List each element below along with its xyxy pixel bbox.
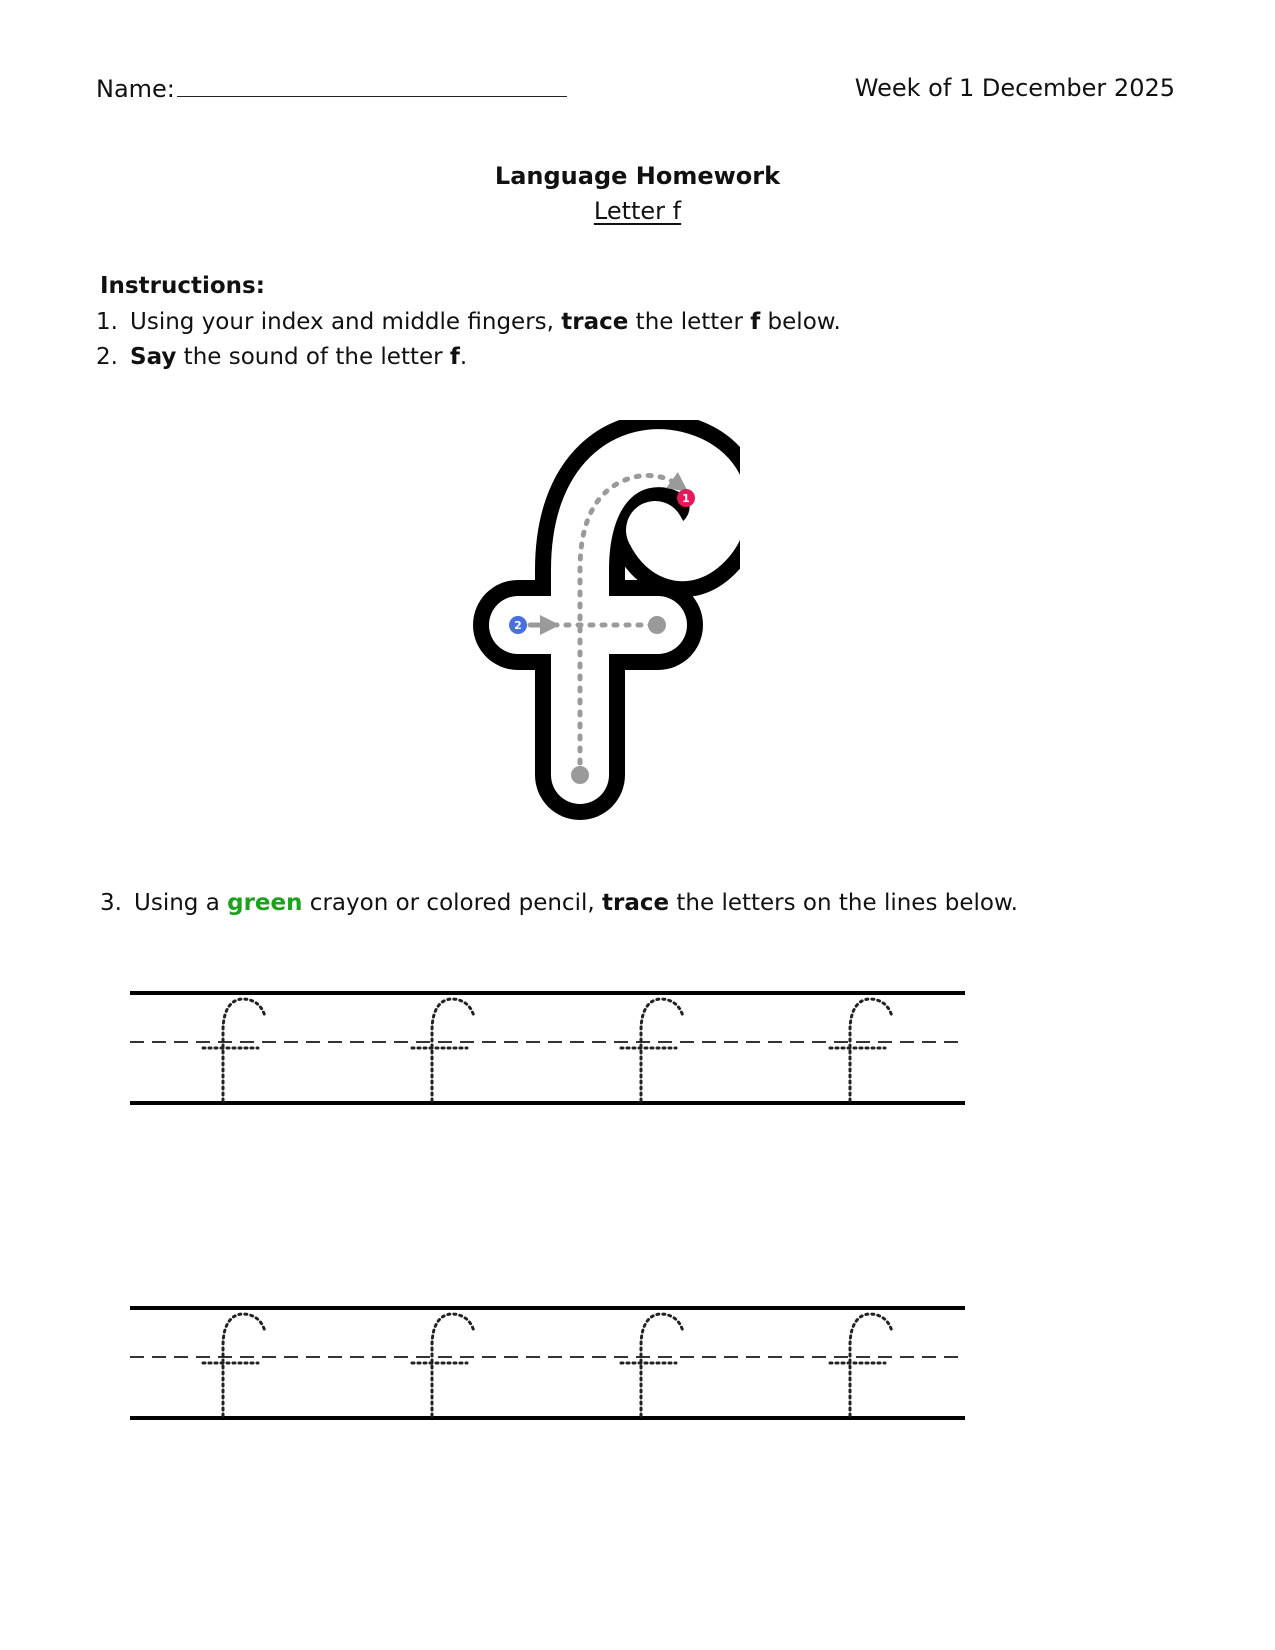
step-bold-word: trace <box>561 309 629 335</box>
dotted-letter-f <box>412 1314 474 1416</box>
name-label: Name: <box>96 75 175 103</box>
page-subtitle <box>0 197 1275 225</box>
instruction-step-1 <box>96 309 841 335</box>
dotted-letter-f <box>412 999 474 1101</box>
step-text: the sound of the letter <box>176 344 450 370</box>
stroke-2-end-dot <box>648 616 666 634</box>
instruction-step-3 <box>100 890 1018 916</box>
tracing-practice-row-2[interactable] <box>130 1300 1010 1430</box>
letter-f-dotted-stroke <box>223 1314 265 1416</box>
step-number: 2. <box>96 344 118 370</box>
week-label: Week of 1 December 2025 <box>854 74 1175 102</box>
step-text: the letters on the lines below. <box>669 890 1018 916</box>
dotted-letter-f <box>203 999 265 1101</box>
step-bold-word: Say <box>130 344 177 370</box>
dotted-letter-f <box>830 999 892 1101</box>
stroke-1-end-dot <box>571 766 589 784</box>
page-title: Language Homework <box>494 162 781 190</box>
name-blank-line[interactable] <box>177 74 567 97</box>
step-text: Using your index and middle fingers, <box>130 309 562 335</box>
step-text: . <box>459 344 468 370</box>
step-number: 1. <box>96 309 118 335</box>
letter-f-dotted-stroke <box>432 999 474 1101</box>
green-word: green <box>227 890 303 916</box>
tracing-practice-row-1[interactable] <box>130 985 1010 1115</box>
instructions-heading: Instructions: <box>100 273 265 299</box>
step-text: Using a <box>134 890 228 916</box>
dotted-letter-f <box>621 1314 683 1416</box>
step-text: crayon or colored pencil, <box>302 890 602 916</box>
stroke-2-badge-number: 2 <box>514 619 522 632</box>
dotted-letter-f <box>830 1314 892 1416</box>
step-bold-word: trace <box>601 890 670 916</box>
letter-f-dotted-stroke <box>850 1314 892 1416</box>
letter-f-dotted-stroke <box>641 999 683 1101</box>
letter-f-dotted-stroke <box>432 1314 474 1416</box>
step-text: the letter <box>628 309 751 335</box>
subtitle-text: Letter f <box>593 197 682 225</box>
step-bold-letter: f <box>449 344 460 370</box>
dotted-letter-f <box>203 1314 265 1416</box>
step-number: 3. <box>100 890 122 916</box>
letter-f-dotted-stroke <box>641 1314 683 1416</box>
stroke-1-badge-number: 1 <box>682 492 690 505</box>
step-text: below. <box>760 309 841 335</box>
letter-f-tracing-diagram <box>470 420 740 840</box>
name-field[interactable] <box>96 74 567 103</box>
step-bold-letter: f <box>750 309 761 335</box>
dotted-letter-f <box>621 999 683 1101</box>
letter-f-dotted-stroke <box>223 999 265 1101</box>
letter-f-dotted-stroke <box>850 999 892 1101</box>
instruction-step-2 <box>96 344 467 370</box>
